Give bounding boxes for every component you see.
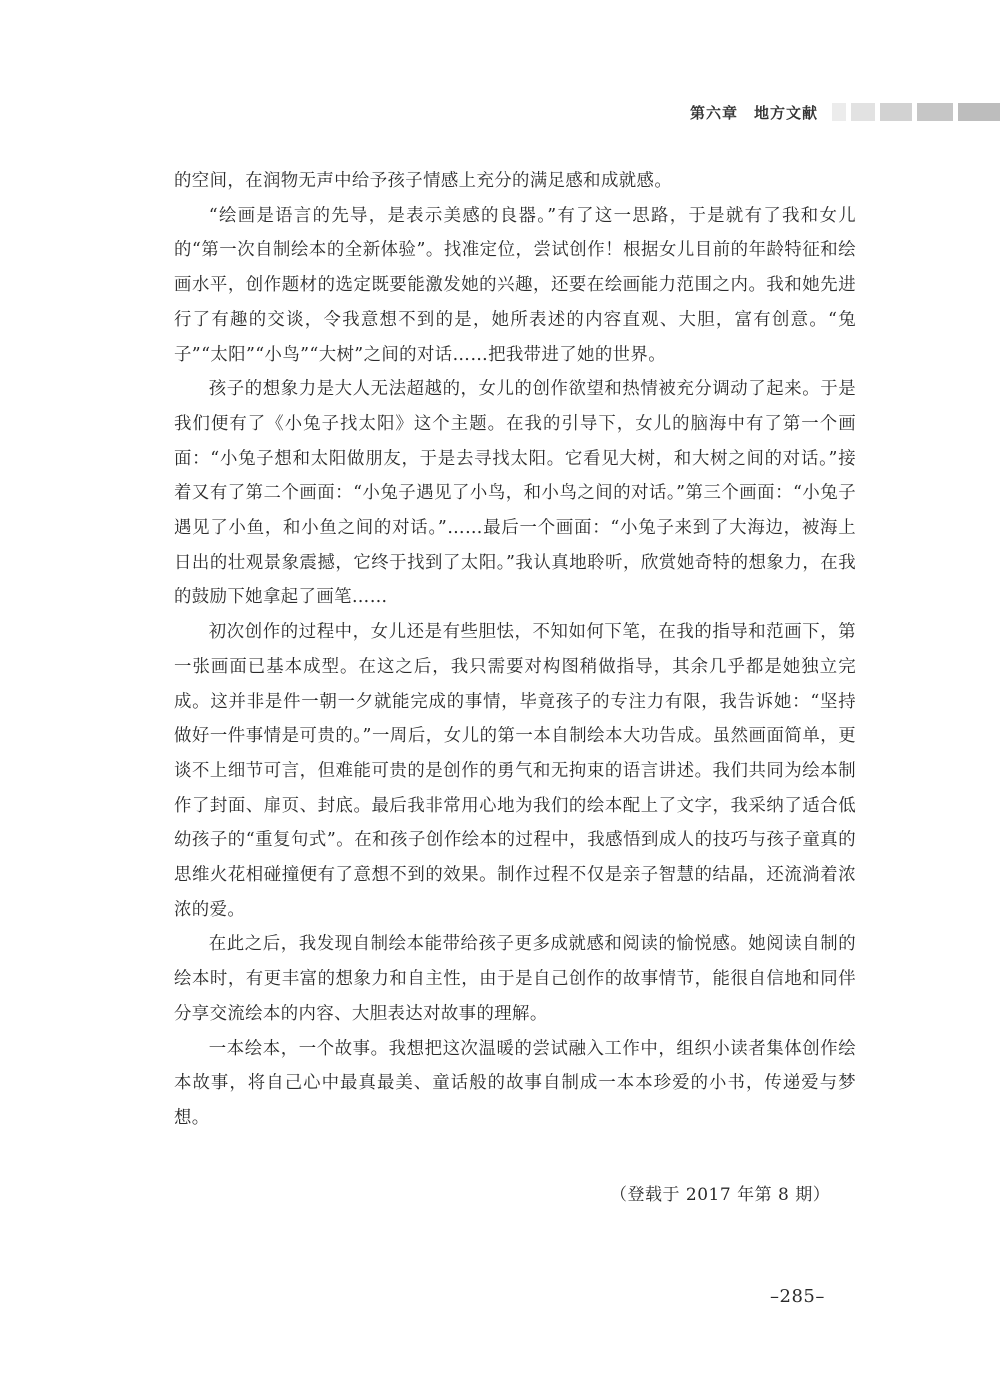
header-decoration-bars [832, 103, 1000, 121]
paragraph: 孩子的想象力是大人无法超越的，女儿的创作欲望和热情被充分调动了起来。于是我们便有了《小兔子找太阳》这个主题。在我的引导下，女儿的脑海中有了第一个画面：“小兔子想和太阳做朋友，于是去寻找太阳。它看见大树，和大树之间的对话。”接着又有了第二个画面：“小兔子遇见了小鸟，和小鸟之间的对话。”第三个画面：“小兔子遇见了小鱼，和小鱼之间的对话。”……最后一个画面：“小兔子来到了大海边，被海上日出的壮观景象震撼，它终于找到了太阳。”我认真地聆听，欣赏她奇特的想象力，在我的鼓励下她拿起了画笔…… [174, 379, 856, 608]
paragraph: “绘画是语言的先导，是表示美感的良器。”有了这一思路，于是就有了我和女儿的“第一次自制绘本的全新体验”。找准定位，尝试创作！根据女儿目前的年龄特征和绘画水平，创作题材的选定既要能激发她的兴趣，还要在绘画能力范围之内。我和她先进行了有趣的交谈，令我意想不到的是，她所表述的内容直观、大胆，富有创意。“兔子”“太阳”“小鸟”“大树”之间的对话……把我带进了她的世界。 [174, 205, 856, 365]
header-bar [832, 103, 846, 121]
article-body [174, 164, 856, 1136]
paragraph: 在此之后，我发现自制绘本能带给孩子更多成就感和阅读的愉悦感。她阅读自制的绘本时，有更丰富的想象力和自主性，由于是自己创作的故事情节，能很自信地和同伴分享交流绘本的内容、大胆表达对故事的理解。 [174, 934, 856, 1024]
header-bar [880, 103, 912, 121]
publication-note: （登载于 2017 年第 8 期） [610, 1185, 831, 1205]
header-bar [958, 103, 1000, 121]
running-header [690, 99, 1000, 125]
paragraph: 初次创作的过程中，女儿还是有些胆怯，不知如何下笔，在我的指导和范画下，第一张画面已基本成型。在这之后，我只需要对构图稍做指导，其余几乎都是她独立完成。这并非是件一朝一夕就能完成的事情，毕竟孩子的专注力有限，我告诉她：“坚持做好一件事情是可贵的。”一周后，女儿的第一本自制绘本大功告成。虽然画面简单，更谈不上细节可言，但难能可贵的是创作的勇气和无拘束的语言讲述。我们共同为绘本制作了封面、扉页、封底。最后我非常用心地为我们的绘本配上了文字，我采纳了适合低幼孩子的“重复句式”。在和孩子创作绘本的过程中，我感悟到成人的技巧与孩子童真的思维火花相碰撞便有了意想不到的效果。制作过程不仅是亲子智慧的结晶，还流淌着浓浓的爱。 [174, 622, 856, 920]
header-bar [917, 103, 953, 121]
chapter-title: 第六章 地方文献 [690, 103, 819, 122]
header-bar [851, 103, 875, 121]
paragraph-continuation: 的空间，在润物无声中给予孩子情感上充分的满足感和成就感。 [174, 171, 673, 191]
paragraph: 一本绘本，一个故事。我想把这次温暖的尝试融入工作中，组织小读者集体创作绘本故事，将自己心中最真最美、童话般的故事自制成一本本珍爱的小书，传递爱与梦想。 [174, 1038, 856, 1128]
page-number: –285– [770, 1286, 825, 1307]
